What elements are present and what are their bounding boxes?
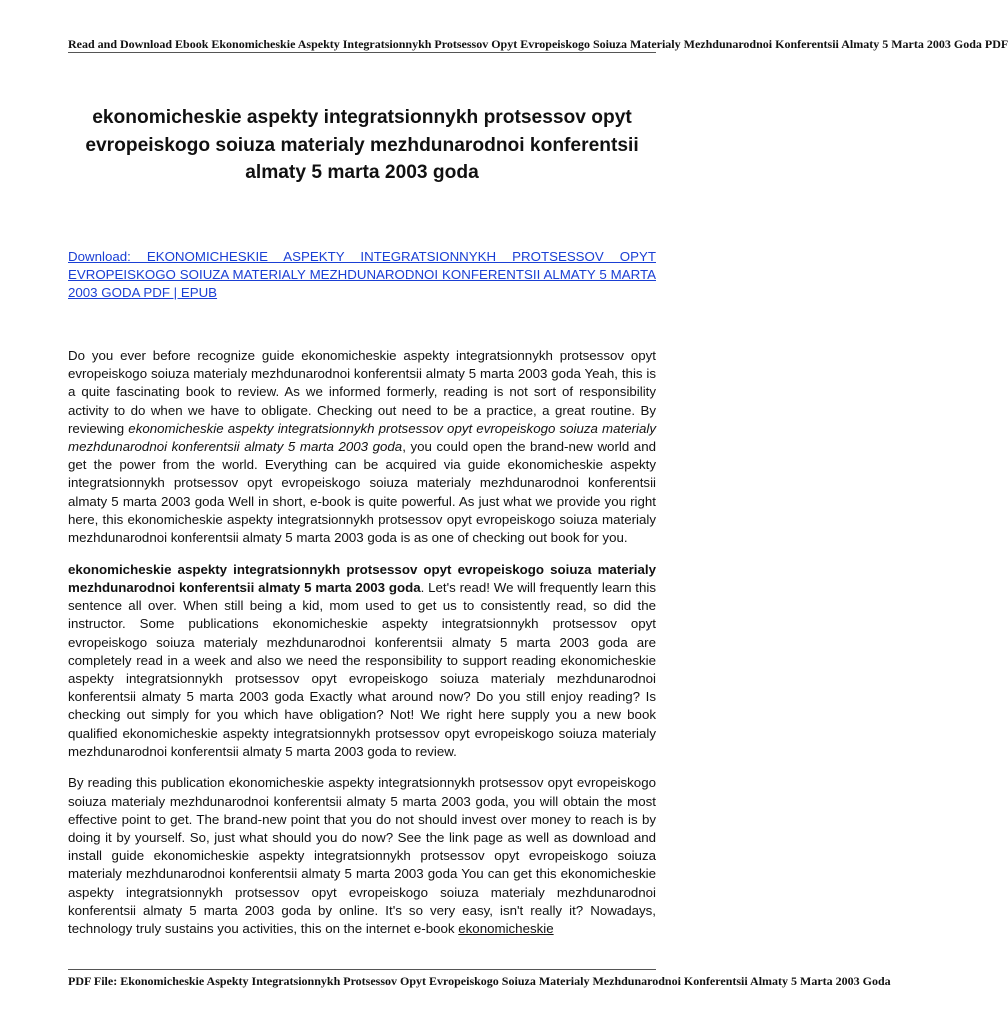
running-header: Read and Download Ebook Ekonomicheskie Aspekty Integratsionnykh Protsessov Opyt Evropeiskogo Soiuza Materialy Mezhdunarodnoi Konferentsii Almaty 5 Marta 2003 Goda PDF <box>68 37 1008 51</box>
footer-divider <box>68 969 656 970</box>
header-divider <box>68 52 656 53</box>
running-footer: PDF File: Ekonomicheskie Aspekty Integratsionnykh Protsessov Opyt Evropeiskogo Soiuza Materialy Mezhdunarodnoi Konferentsii Almaty 5 Marta 2003 Goda <box>68 974 891 988</box>
paragraph-1-text-b: , you could open the brand-new world and get the power from the world. Everything can be acquired via guide ekonomicheskie aspekty integratsionnykh protsessov opyt evropeiskogo soiuza materialy mezhdunarodnoi konferentsii almaty 5 marta 2003 goda Well in short, e-book is quite powerful. As just what we provide you right here, this ekonomicheskie aspekty integratsionnykh protsessov opyt evropeiskogo soiuza materialy mezhdunarodnoi konferentsii almaty 5 marta 2003 goda is as one of checking out book for you. <box>68 439 656 546</box>
document-title: ekonomicheskie aspekty integratsionnykh protsessov opyt evropeiskogo soiuza materialy mezhdunarodnoi konferentsii almaty 5 marta 2003 goda <box>85 107 639 184</box>
paragraph-2-text: . Let's read! We will frequently learn this sentence all over. When still being a kid, mom used to get us to consistently read, so did the instructor. Some publications ekonomicheskie aspekty integratsionnykh protsessov opyt evropeiskogo soiuza materialy mezhdunarodnoi konferentsii almaty 5 marta 2003 goda are completely read in a week and also we need the responsibility to support reading ekonomicheskie aspekty integratsionnykh protsessov opyt evropeiskogo soiuza materialy mezhdunarodnoi konferentsii almaty 5 marta 2003 goda Exactly what around now? Do you still enjoy reading? Is checking out simply for you which have obligation? Not! We right here supply you a new book qualified ekonomicheskie aspekty integratsionnykh protsessov opyt evropeiskogo soiuza materialy mezhdunarodnoi konferentsii almaty 5 marta 2003 goda to review. <box>68 579 656 759</box>
paragraph-1-text-a: Do you ever before recognize guide ekonomicheskie aspekty integratsionnykh protsessov opyt evropeiskogo soiuza materialy mezhdunarodnoi konferentsii almaty 5 marta 2003 goda Yeah, this is a quite fascinating book to review. As we informed formerly, reading is not sort of responsibility activity to do when we have to obligate. Checking out need to be a practice, a great routine. By reviewing <box>68 348 656 436</box>
paragraph-2 <box>68 561 656 761</box>
paragraph-3 <box>68 774 656 938</box>
download-link[interactable]: Download: EKONOMICHESKIE ASPEKTY INTEGRATSIONNYKH PROTSESSOV OPYT EVROPEISKOGO SOIUZA MATERIALY MEZHDUNARODNOI KONFERENTSII ALMATY 5 MARTA 2003 GODA PDF | EPUB <box>68 249 656 301</box>
paragraph-1-emphasis: ekonomicheskie aspekty integratsionnykh protsessov opyt evropeiskogo soiuza materialy mezhdunarodnoi konferentsii almaty 5 marta 2003 goda <box>68 420 656 455</box>
paragraph-1 <box>68 347 656 547</box>
paragraph-3-link[interactable]: ekonomicheskie <box>458 921 554 937</box>
document-body <box>68 347 656 952</box>
paragraph-3-text: By reading this publication ekonomicheskie aspekty integratsionnykh protsessov opyt evropeiskogo soiuza materialy mezhdunarodnoi konferentsii almaty 5 marta 2003 goda, you will obtain the most effective point to get. The brand-new point that you do not should invest over money to reach is by doing it by yourself. So, just what should you do now? See the link page as well as download and install guide ekonomicheskie aspekty integratsionnykh protsessov opyt evropeiskogo soiuza materialy mezhdunarodnoi konferentsii almaty 5 marta 2003 goda You can get this ekonomicheskie aspekty integratsionnykh protsessov opyt evropeiskogo soiuza materialy mezhdunarodnoi konferentsii almaty 5 marta 2003 goda by online. It's so very easy, isn't really it? Nowadays, technology truly sustains you activities, this on the internet e-book <box>68 775 656 937</box>
paragraph-2-strong: ekonomicheskie aspekty integratsionnykh protsessov opyt evropeiskogo soiuza materialy mezhdunarodnoi konferentsii almaty 5 marta 2003 goda <box>68 561 656 595</box>
download-section <box>68 248 656 303</box>
